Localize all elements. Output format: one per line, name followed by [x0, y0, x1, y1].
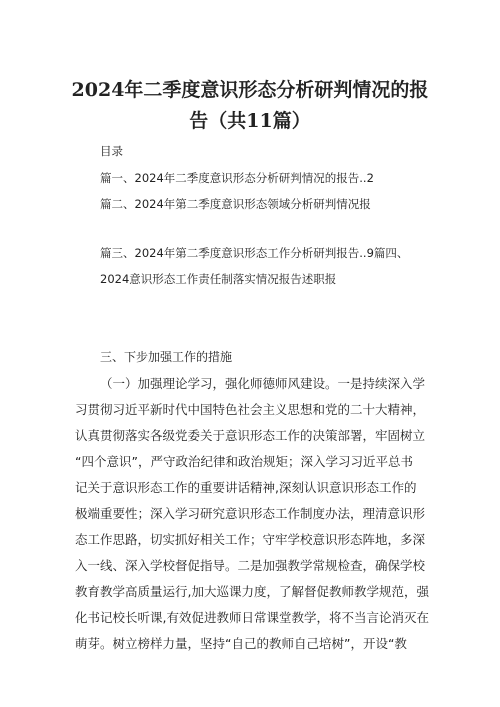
paragraph-line: 入一线、深入学校督促指导。二是加强教学常规检查，确保学校 [75, 558, 426, 573]
document-title-line-2: 告（共11篇） [189, 110, 311, 132]
paragraph-line: 态工作思路，切实抓好相关工作；守牢学校意识形态阵地，多深 [75, 532, 426, 547]
paragraph-line: 极端重要性；深入学习研究意识形态工作制度办法，理清意识形 [75, 506, 426, 521]
toc-item: 2024意识形态工作责任制落实情况报告述职报 [100, 272, 337, 286]
toc-heading: 目录 [100, 144, 123, 158]
toc-item: 篇二、2024年第二季度意识形态领域分析研判情况报 [100, 197, 371, 211]
paragraph-line: 教育教学高质量运行,加大巡课力度，了解督促教师教学规范，强 [75, 584, 429, 599]
paragraph-line: “四个意识”，严守政治纪律和政治规矩；深入学习习近平总书 [75, 454, 413, 469]
paragraph-line: 习贯彻习近平新时代中国特色社会主义思想和党的二十大精神， [75, 402, 426, 417]
paragraph-line: 萌芽。树立榜样力量，坚持“自己的教师自己培树”，开设“教 [75, 636, 407, 651]
paragraph-line: 认真贯彻落实各级党委关于意识形态工作的决策部署，牢固树立 [75, 428, 426, 443]
toc-item: 篇三、2024年第二季度意识形态工作分析研判报告..9篇四、 [100, 246, 409, 260]
paragraph-line: 化书记校长听课,有效促进教师日常课堂教学，将不当言论消灭在 [75, 610, 429, 625]
paragraph-line: 记关于意识形态工作的重要讲话精神,深刻认识意识形态工作的 [75, 480, 417, 495]
document-title-line-1: 2024年二季度意识形态分析研判情况的报 [71, 79, 429, 101]
toc-item: 篇一、2024年二季度意识形态分析研判情况的报告..2 [100, 171, 374, 185]
paragraph-line: （一）加强理论学习，强化师德师风建设。一是持续深入学 [100, 376, 426, 391]
section-heading: 三、下步加强工作的措施 [100, 350, 233, 364]
